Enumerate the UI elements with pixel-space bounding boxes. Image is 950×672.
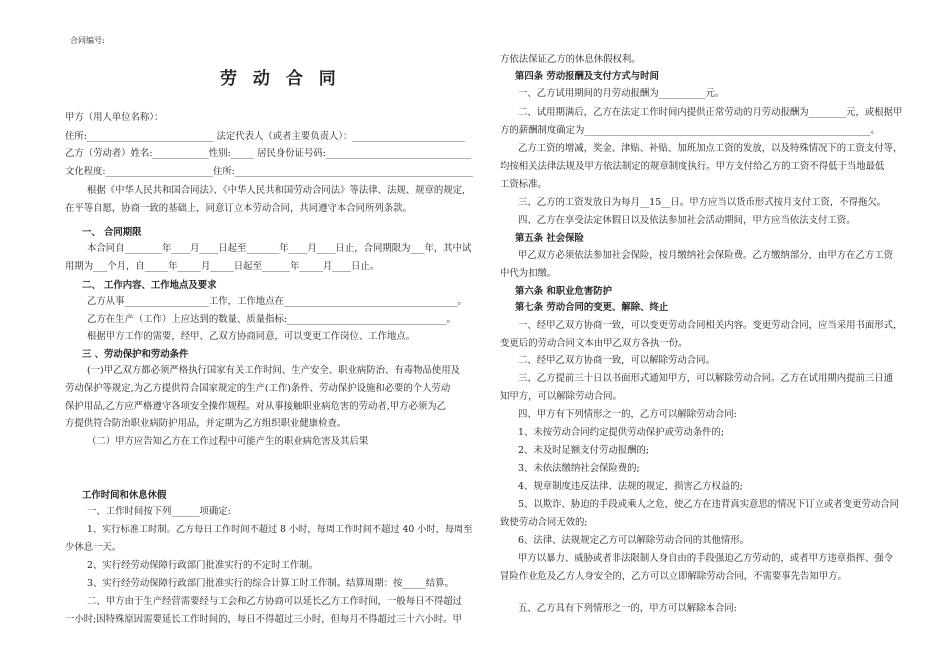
section-3-line-4: 方提供符合防治职业病防护用品，并定期为乙方组织职业健康检查。 (65, 418, 347, 429)
section-2-heading: 二、 工作内容、工作地点及要求 (82, 280, 217, 291)
section-4-line-1: 一、工作时间按下列______项确定: (87, 506, 231, 517)
section-3-heading: 三 、劳动保护和劳动条件 (82, 349, 189, 360)
section-2-line-2: 乙方在生产（工作）上应达到的数量、质量指标:__________________________________。 (87, 314, 456, 325)
article-7-line-2: 变更后的劳动合同文本由甲乙双方各执一份。 (500, 338, 688, 349)
section-2-line-1: 乙方从事__________________工作，工作地点在_____________________________________。 (87, 296, 467, 307)
preamble-line-2: 在平等自愿，协商一致的基础上，同意订立本劳动合同，共同遵守本合同所列条款。 (65, 203, 412, 214)
article-7-line-1: 一、经甲乙双方协商一致，可以变更劳动合同相关内容。变更劳动合同，应当采用书面形式， (518, 320, 903, 331)
article-6-heading: 第六条 和职业危害防护 (515, 286, 613, 297)
article-7-line-6: 四、甲方有下列情形之一的，乙方可以解除劳动合同: (518, 409, 737, 420)
article-4-line-8: 四、乙方在享受法定休假日以及依法参加社会活动期间，甲方应当依法支付工资。 (518, 215, 856, 226)
article-7-line-11: 5、以欺诈、胁迫的手段或乘人之危，使乙方在违背真实意思的情况下订立或者变更劳动合同 (518, 499, 899, 510)
article-7-line-7: 1、未按劳动合同约定提供劳动保护或劳动条件的; (518, 427, 725, 438)
article-5-heading: 第五条 社会保险 (515, 233, 584, 244)
article-7-heading: 第七条 劳动合同的变更、解除、终止 (515, 302, 669, 313)
party-a-line: 甲方（用人单位名称）： (65, 112, 164, 123)
section-4-line-2: 1、实行标准工时制。乙方每日工作时间不超过 8 小时，每周工作时间不超过 40 小时，每周至 (87, 524, 473, 535)
article-7-line-9: 3、未依法缴纳社会保险费的; (518, 463, 640, 474)
section-3-line-1: (一)甲乙双方都必须严格执行国家有关工作时间、生产安全、职业病防治、有毒物品使用及 (87, 365, 460, 376)
contract-number-label: 合同编号: (70, 36, 105, 45)
article-7-line-3: 二、经甲乙双方协商一致，可以解除劳动合同。 (518, 355, 715, 366)
article-7-line-13: 6、法律、法规规定乙方可以解除劳动合同的其他情形。 (518, 535, 749, 546)
section-4-line-4: 2、实行经劳动保障行政部门批准实行的不定时工作制。 (87, 560, 318, 571)
education-line: 文化程度:_______________________住所:___________________________________________________ (65, 166, 474, 177)
section-4-line-7: 一小时;因特殊原因需要延长工作时间的，每日不得超过三小时，但每月不得超过三十六小时。甲 (65, 614, 462, 625)
section-3-line-5: （二）甲方应告知乙方在工作过程中可能产生的职业病危害及其后果 (87, 436, 369, 447)
article-4-line-1: 一、乙方试用期间的月劳动报酬为__________元。 (518, 88, 725, 99)
section-4-line-3: 少休息一天。 (65, 542, 122, 553)
section-4-line-5: 3、实行经劳动保障行政部门批准实行的综合计算工时工作制。结算周期：按_____结算。 (87, 578, 454, 589)
article-7-line-15: 冒险作业危及乙方人身安全的，乙方可以立即解除劳动合同，不需要事先告知甲方。 (500, 571, 847, 582)
section-1-line-1: 本合同自________年____月____日起至_______年____月____日止，合同期限为___年，其中试 (87, 243, 472, 254)
article-4-line-7: 三、乙方的工资发放日为每月__15__日。甲方应当以货币形式按月支付工资，不得拖欠。 (518, 197, 887, 208)
article-7-line-12: 致使劳动合同无效的; (500, 517, 588, 528)
article-5-line-2: 中代为扣缴。 (500, 268, 557, 279)
article-4-line-3: 方的薪酬制度确定为_____________________________________________________________。 (500, 125, 880, 136)
section-3-line-3: 保护用品,乙方应严格遵守各项安全操作规程。对从事接触职业病危害的劳动者,甲方必须为乙 (65, 401, 446, 412)
address-line: 住所:___________________________ 法定代表人（或者主要负责人）：________________________ (65, 131, 465, 142)
article-4-line-6: 工资标准。 (500, 179, 547, 190)
section-4-heading: 工作时间和休息休假 (82, 490, 167, 501)
section-1-heading: 一、 合同期限 (82, 227, 142, 238)
article-7-line-14: 甲方以暴力、威胁或者非法限制人身自由的手段强迫乙方劳动的，或者甲方违章指挥、强令 (518, 553, 894, 564)
page-title: 劳 动 合 同 (220, 69, 341, 89)
article-7-line-4: 三、乙方提前三十日以书面形式通知甲方，可以解除劳动合同。乙方在试用期内提前三日通 (518, 373, 894, 384)
section-3-line-2: 劳动保护等规定,为乙方提供符合国家规定的生产(工作)条件、劳动保护设施和必要的个人劳动 (65, 383, 451, 394)
right-line-continuation: 方依法保证乙方的休息休假权利。 (500, 54, 641, 65)
article-4-line-5: 均按相关法律法规及甲方依法制定的规章制度执行。甲方支付给乙方的工资不得低于当地最低 (500, 161, 885, 172)
article-4-line-4: 乙方工资的增减，奖金、津贴、补贴、加班加点工资的发放，以及特殊情况下的工资支付等， (518, 143, 903, 154)
preamble-line-1: 根据《中华人民共和国合同法》、《中华人民共和国劳动合同法》等法律、法规、规章的规定, (87, 185, 465, 196)
article-7-line-5: 知甲方，可以解除劳动合同。 (500, 391, 622, 402)
section-4-line-6: 二、甲方由于生产经营需要经与工会和乙方协商可以延长乙方工作时间，一般每日不得超过 (87, 596, 463, 607)
article-7-line-8: 2、未及时足额支付劳动报酬的; (518, 445, 649, 456)
article-7-line-16: 五、乙方具有下列情形之一的，甲方可以解除本合同: (518, 603, 737, 614)
article-7-line-10: 4、规章制度违反法律、法规的规定，损害乙方权益的; (518, 481, 743, 492)
article-4-line-2: 二、试用期满后，乙方在法定工作时间内提供正常劳动的月劳动报酬为________元，或根据甲 (518, 107, 903, 118)
section-1-line-2: 用期为___个月，自_____年_____月_____日起至______年_____月____日止。 (65, 261, 380, 272)
article-5-line-1: 甲乙双方必须依法参加社会保险，按月缴纳社会保险费。乙方缴纳部分，由甲方在乙方工资 (518, 250, 894, 261)
article-4-heading: 第四条 劳动报酬及支付方式与时间 (515, 71, 659, 82)
party-b-line: 乙方（劳动者）姓名:____________性别:_____ 居民身份证号码:_______________________________ (65, 148, 472, 159)
section-2-line-3: 根据甲方工作的需要，经甲、乙双方协商同意，可以变更工作岗位、工作地点。 (87, 331, 416, 342)
